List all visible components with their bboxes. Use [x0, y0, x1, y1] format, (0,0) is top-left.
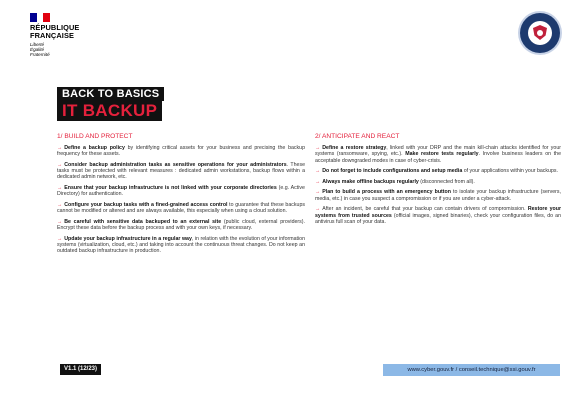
list-item: [57, 145, 305, 158]
arrow-right-icon: →: [57, 235, 63, 242]
arrow-right-icon: →: [57, 185, 63, 192]
item-emphasis: Update your backup infrastructure in a regular way: [64, 235, 192, 242]
list-item: [315, 206, 561, 225]
section-title: 1/ BUILD AND PROTECT: [57, 133, 133, 140]
list-item: [57, 236, 305, 255]
item-text: to isolate your backup infrastructure (servers, media, etc.) in case you suspect a compromission or if you are under a cyber-attack.: [315, 189, 561, 202]
arrow-right-icon: →: [57, 161, 63, 168]
item-text: . Involve business leaders on the acceptable downgraded modes in case of cyber-crisis.: [315, 151, 561, 164]
section-build-protect: [57, 132, 305, 259]
item-emphasis: Do not forget to include configurations and setup media: [322, 168, 463, 175]
list-item: [315, 168, 561, 174]
republique-francaise-logo: [30, 13, 90, 58]
list-item: [57, 185, 305, 198]
arrow-right-icon: →: [315, 178, 321, 185]
section-anticipate-react: [315, 132, 561, 229]
document-tag: BACK TO BASICS: [57, 87, 164, 101]
arrow-right-icon: →: [315, 168, 321, 175]
list-item: [57, 162, 305, 181]
version-badge: V1.1 (12/23): [60, 364, 101, 375]
item-text: After an incident, be careful that your backup can contain drivers of compromission.: [322, 206, 528, 213]
arrow-right-icon: →: [57, 201, 63, 208]
item-emphasis: Define a backup policy: [64, 145, 125, 151]
motto-line: Fraternité: [30, 52, 50, 58]
logo-line: FRANÇAISE: [30, 31, 75, 40]
item-emphasis: Configure your backup tasks with a fined-grained access control: [64, 201, 228, 208]
item-text: of your applications within your backups.: [462, 168, 558, 175]
item-emphasis: Consider backup administration tasks as sensitive operations for your administrators: [64, 161, 287, 168]
arrow-right-icon: →: [315, 206, 321, 213]
item-emphasis: Make restore tests regularly: [405, 151, 479, 158]
item-text: (e.g. Active Directory) for authentication.: [57, 185, 305, 198]
list-item: [57, 219, 305, 232]
list-item: [315, 145, 561, 164]
logo-line: RÉPUBLIQUE: [30, 23, 80, 32]
item-text: by identifying critical assets for your business and precising the backup frequency for these assets.: [57, 145, 305, 158]
list-item: [315, 189, 561, 202]
motto: [30, 42, 90, 58]
item-emphasis: Always make offline backups regularly: [322, 178, 419, 185]
motto-line: Égalité: [30, 47, 45, 53]
list-item: [315, 179, 561, 185]
footer-links[interactable]: www.cyber.gouv.fr / conseil.technique@ssi.gouv.fr: [383, 364, 560, 376]
item-emphasis: Define a restore strategy: [322, 145, 387, 151]
motto-line: Liberté: [30, 42, 45, 47]
french-flag-icon: [30, 13, 50, 22]
arrow-right-icon: →: [57, 145, 63, 151]
section-title: 2/ ANTICIPATE AND REACT: [315, 133, 400, 140]
item-text: . These tasks must be protected with relevant measures : dedicated admin workstations, backup flows within a dedicated admin network, etc.: [57, 161, 305, 181]
item-emphasis: Be careful with sensitive data backuped to an external site: [64, 218, 222, 225]
item-text: , linked with your DRP and the main kill-chain attacks identified for your systems (ransomware, spying, etc.).: [315, 145, 561, 158]
item-text: (disconnected from all).: [418, 178, 475, 185]
item-text: , in relation with the evolution of your information systems (virtualization, cloud, etc.) and taking into account the continuous threat changes. Do not keep an outdated backup infrastructure in production.: [57, 235, 305, 255]
arrow-right-icon: →: [315, 189, 321, 196]
item-emphasis: Ensure that your backup infrastructure is not linked with your corporate directories: [64, 185, 277, 192]
item-text: to guarantee that these backups cannot be modified or altered and are always available, this especially when using a cloud solution.: [57, 201, 305, 215]
arrow-right-icon: →: [57, 218, 63, 225]
anssi-seal-icon: [520, 13, 560, 53]
arrow-right-icon: →: [315, 145, 321, 151]
item-emphasis: Plan to build a process with an emergency button: [322, 189, 451, 196]
item-text: (public cloud, external providers). Encrypt these data before the backup process and with your own keys, if necessary.: [57, 218, 305, 232]
page-title: IT BACKUP: [57, 100, 162, 121]
list-item: [57, 202, 305, 215]
item-emphasis: Restore your systems from trusted sources: [315, 206, 561, 219]
item-text: (official images, signed binaries), check your configuration files, do an antivirus full scan of your data.: [315, 212, 561, 225]
